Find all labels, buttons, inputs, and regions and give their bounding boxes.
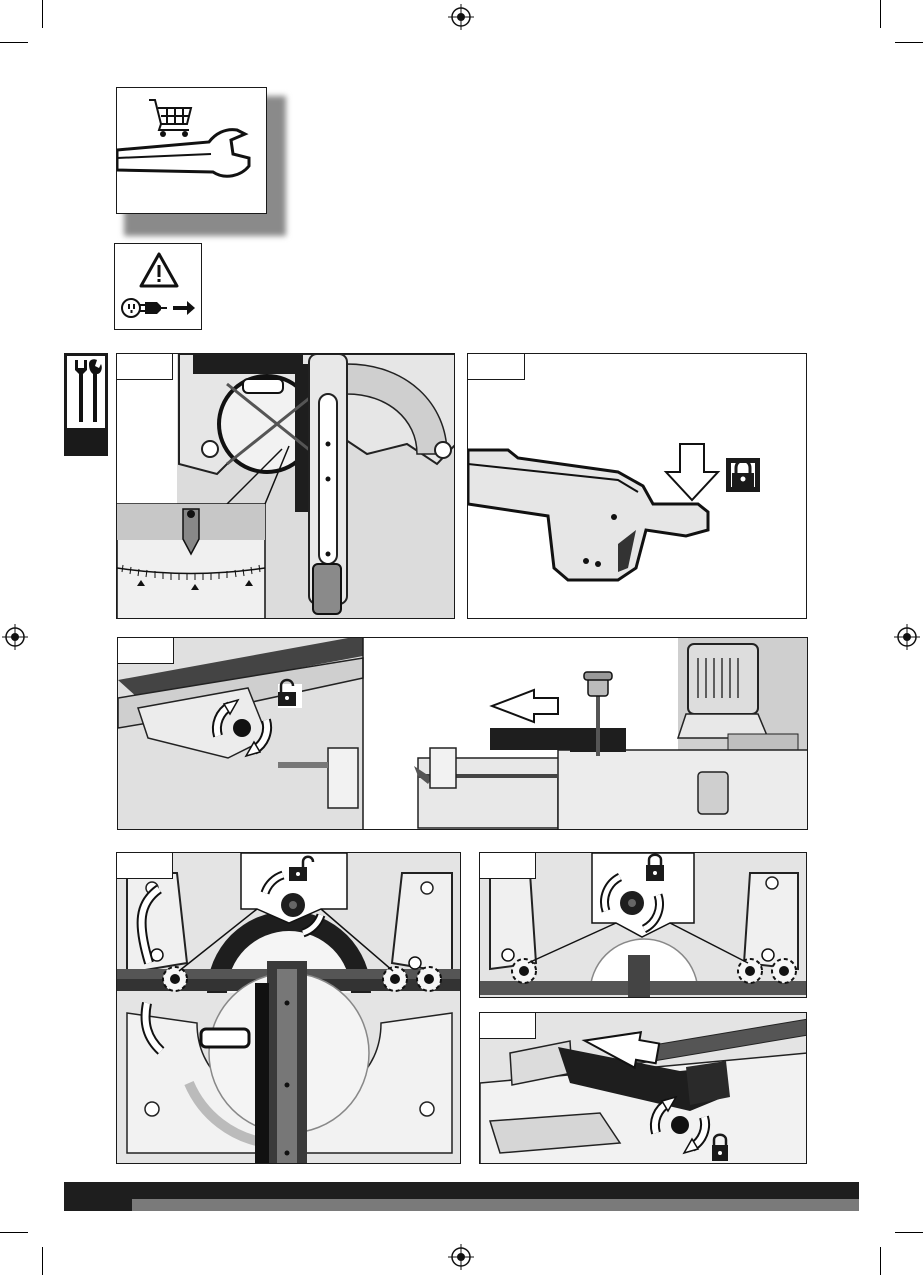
fig5-tag (480, 853, 536, 879)
figure-5 (479, 852, 807, 998)
fig2-illustration (468, 354, 807, 619)
wrench-icon (117, 88, 267, 214)
fig4-illustration (117, 853, 461, 1164)
registration-mark-right (894, 624, 920, 650)
footer-sub-bar (132, 1199, 859, 1211)
fig2-tag (468, 354, 525, 380)
fig3-tag (118, 638, 174, 664)
arrow-right-icon (115, 244, 202, 330)
registration-mark-bottom (448, 1244, 474, 1270)
figure-6 (479, 1012, 807, 1164)
figure-1 (116, 353, 455, 619)
fig4-tag (117, 853, 173, 879)
side-tab (64, 353, 108, 456)
figure-3 (117, 637, 808, 830)
fig1-illustration (117, 354, 455, 619)
unpack-icon-panel (116, 87, 267, 214)
footer-bar (64, 1182, 859, 1199)
registration-mark-top (448, 4, 474, 30)
safety-icon-panel (114, 243, 202, 330)
fig3-illustration (118, 638, 808, 830)
fig6-tag (480, 1013, 536, 1039)
figure-4 (116, 852, 461, 1164)
registration-mark-left (2, 624, 28, 650)
figure-2 (467, 353, 807, 619)
fig1-tag (117, 354, 173, 380)
tools-icon (67, 356, 105, 428)
footer-bar-lower (64, 1199, 859, 1211)
